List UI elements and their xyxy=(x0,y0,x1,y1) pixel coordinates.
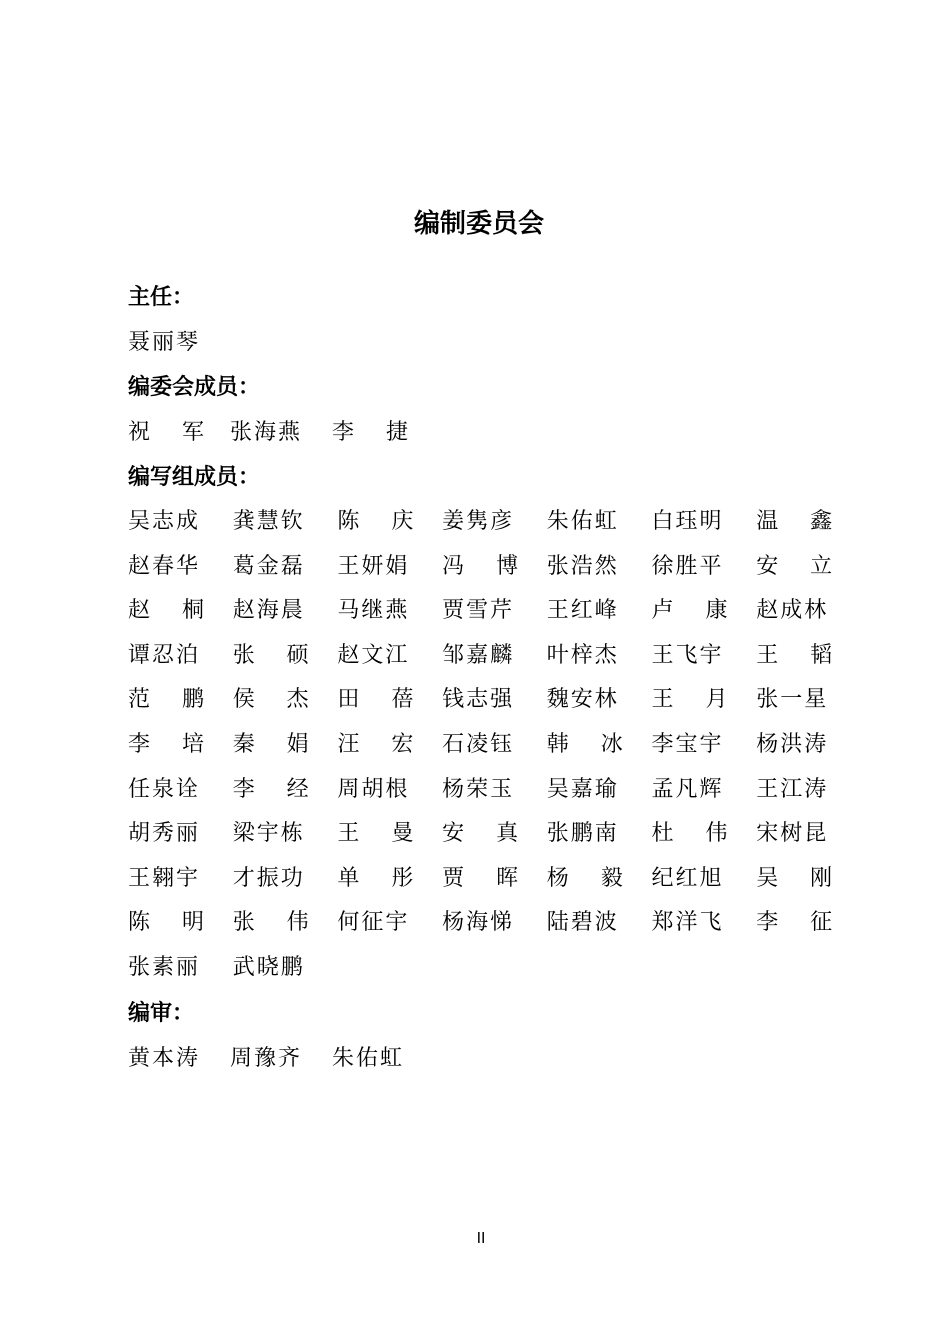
person-name: 姜隽彦 xyxy=(442,509,515,534)
person-name: 魏安林 xyxy=(546,687,619,713)
person-name: 单 彤 xyxy=(337,865,414,891)
person-name: 朱佑虹 xyxy=(332,1046,405,1071)
person-name: 秦 娟 xyxy=(232,732,309,757)
person-name: 马继燕 xyxy=(337,598,410,624)
person-name: 安 立 xyxy=(756,553,833,579)
person-name: 孟凡辉 xyxy=(651,776,724,802)
editorial-board-names xyxy=(128,418,848,463)
person-name: 徐胜平 xyxy=(651,553,724,579)
person-name: 王飞宇 xyxy=(651,642,724,668)
person-name: 赵春华 xyxy=(128,553,201,579)
person-name: 张素丽 xyxy=(128,955,201,980)
heading-reviewers: 编审： xyxy=(128,1001,195,1026)
person-name: 赵 桐 xyxy=(128,598,204,624)
person-name: 温 鑫 xyxy=(756,509,833,534)
person-name: 张 伟 xyxy=(232,910,309,936)
person-name: 纪红旭 xyxy=(651,865,724,891)
person-name: 吴志成 xyxy=(128,509,201,534)
person-name: 赵成林 xyxy=(756,598,829,624)
person-name: 龚慧钦 xyxy=(232,509,305,534)
person-name: 陈 明 xyxy=(128,910,204,936)
person-name: 范 鹏 xyxy=(128,687,204,713)
person-name: 杨荣玉 xyxy=(442,776,515,802)
person-name: 石凌钰 xyxy=(442,732,515,757)
person-name: 梁宇栋 xyxy=(232,821,305,847)
person-name: 叶梓杰 xyxy=(546,642,619,668)
person-name: 何征宇 xyxy=(337,910,410,936)
person-name: 王 韬 xyxy=(756,642,833,668)
person-name: 李 培 xyxy=(128,732,204,757)
person-name: 任泉诠 xyxy=(128,776,201,802)
person-name: 贾 晖 xyxy=(442,865,519,891)
person-name: 李 捷 xyxy=(332,420,408,445)
person-name: 葛金磊 xyxy=(232,553,305,579)
person-name: 王妍娟 xyxy=(337,553,410,579)
director-names xyxy=(128,328,848,373)
person-name: 陆碧波 xyxy=(546,910,619,936)
heading-writing-group: 编写组成员： xyxy=(128,465,261,490)
person-name: 王红峰 xyxy=(546,598,619,624)
writing-group-names xyxy=(128,507,848,998)
person-name: 赵海晨 xyxy=(232,598,305,624)
person-name: 杨洪涛 xyxy=(756,732,829,757)
person-name: 汪 宏 xyxy=(337,732,414,757)
person-name: 李宝宇 xyxy=(651,732,724,757)
person-name: 王江涛 xyxy=(756,776,829,802)
person-name: 郑洋飞 xyxy=(651,910,724,936)
person-name: 张 硕 xyxy=(232,642,309,668)
person-name: 杨 毅 xyxy=(546,865,623,891)
person-name: 周豫齐 xyxy=(230,1046,303,1071)
person-name: 谭忍泊 xyxy=(128,642,201,668)
person-name: 才振功 xyxy=(232,865,305,891)
page-title: 编制委员会 xyxy=(413,209,544,239)
person-name: 赵文江 xyxy=(337,642,410,668)
person-name: 李 经 xyxy=(232,776,309,802)
person-name: 田 蓓 xyxy=(337,687,414,713)
person-name: 张海燕 xyxy=(230,420,303,445)
person-name: 侯 杰 xyxy=(232,687,309,713)
person-name: 聂丽琴 xyxy=(128,330,201,355)
person-name: 安 真 xyxy=(442,821,519,847)
person-name: 周胡根 xyxy=(337,776,410,802)
person-name: 黄本涛 xyxy=(128,1046,201,1071)
heading-editorial-board: 编委会成员： xyxy=(128,375,261,400)
person-name: 王 月 xyxy=(651,687,728,713)
person-name: 祝 军 xyxy=(128,420,204,445)
person-name: 卢 康 xyxy=(651,598,728,624)
person-name: 白珏明 xyxy=(651,509,724,534)
person-name: 王翱宇 xyxy=(128,865,201,891)
person-name: 吴嘉瑜 xyxy=(546,776,619,802)
person-name: 李 征 xyxy=(756,910,833,936)
person-name: 钱志强 xyxy=(442,687,515,713)
person-name: 王 曼 xyxy=(337,821,414,847)
person-name: 杨海悌 xyxy=(442,910,515,936)
reviewer-names xyxy=(128,1044,848,1089)
person-name: 韩 冰 xyxy=(546,732,623,757)
person-name: 武晓鹏 xyxy=(232,955,305,980)
person-name: 吴 刚 xyxy=(756,865,833,891)
person-name: 宋树昆 xyxy=(756,821,829,847)
person-name: 张一星 xyxy=(756,687,829,713)
person-name: 朱佑虹 xyxy=(546,509,619,534)
person-name: 贾雪芹 xyxy=(442,598,515,624)
person-name: 冯 博 xyxy=(442,553,519,579)
heading-director: 主任： xyxy=(128,285,195,310)
person-name: 张浩然 xyxy=(546,553,619,579)
person-name: 胡秀丽 xyxy=(128,821,201,847)
person-name: 张鹏南 xyxy=(546,821,619,847)
person-name: 邹嘉麟 xyxy=(442,642,515,668)
page-number: II xyxy=(476,1229,486,1247)
person-name: 陈 庆 xyxy=(337,509,414,534)
person-name: 杜 伟 xyxy=(651,821,728,847)
